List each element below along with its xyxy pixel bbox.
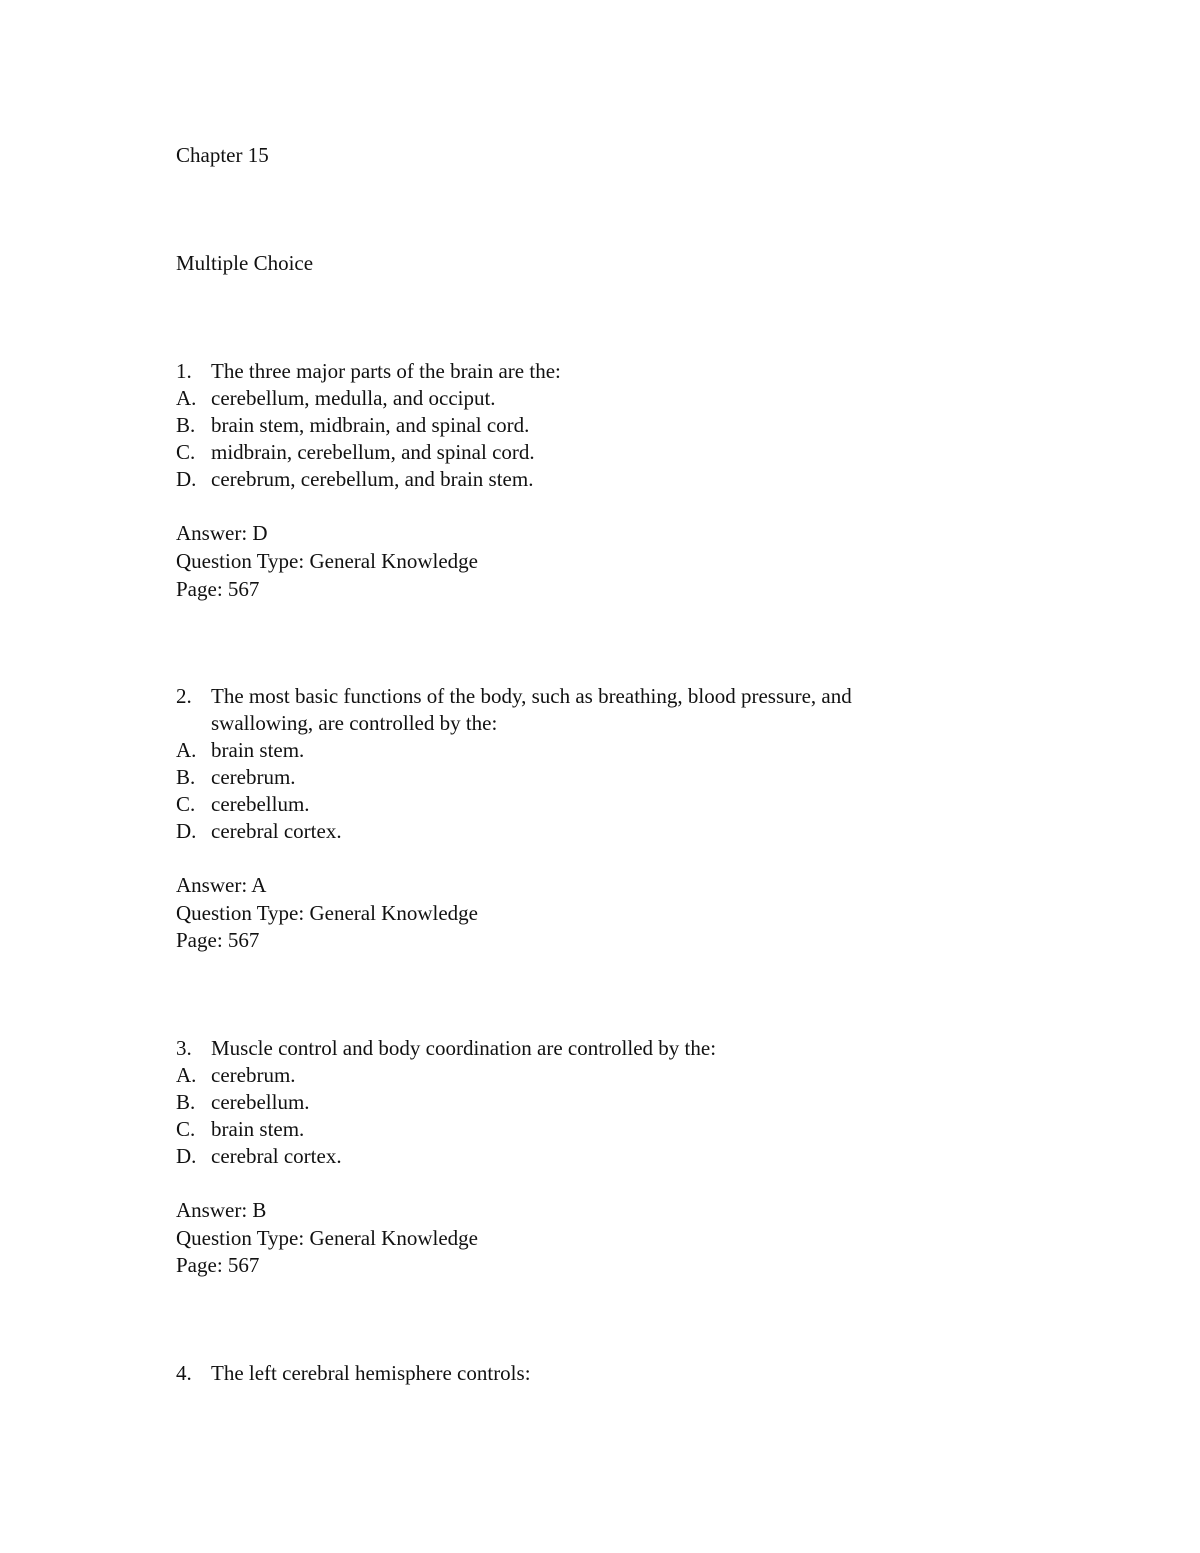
section-title: Multiple Choice [176,251,314,275]
option-text: cerebellum. [211,792,310,816]
option-letter: C. [176,792,196,816]
option-text: cerebellum. [211,1090,310,1114]
option-text: midbrain, cerebellum, and spinal cord. [211,440,535,464]
chapter-title: Chapter 15 [176,143,269,167]
answer: Answer: D [176,521,268,545]
question-number: 1. [176,359,192,383]
question-number: 4. [176,1361,192,1385]
option-text: cerebral cortex. [211,1144,342,1168]
page-reference: Page: 567 [176,1253,260,1277]
option-text: cerebrum. [211,1063,296,1087]
option-text: cerebrum. [211,765,296,789]
question-type: Question Type: General Knowledge [176,901,478,925]
option-text: brain stem, midbrain, and spinal cord. [211,413,530,437]
question-number: 3. [176,1036,192,1060]
option-letter: D. [176,1144,197,1168]
question-stem-continued: swallowing, are controlled by the: [211,711,498,735]
question-number: 2. [176,684,192,708]
option-letter: C. [176,440,196,464]
option-letter: B. [176,765,196,789]
page-reference: Page: 567 [176,577,260,601]
option-text: brain stem. [211,738,305,762]
question-stem: The three major parts of the brain are the: [211,359,561,383]
option-letter: A. [176,738,197,762]
question-stem: Muscle control and body coordination are controlled by the: [211,1036,717,1060]
option-text: brain stem. [211,1117,305,1141]
option-text: cerebellum, medulla, and occiput. [211,386,496,410]
answer: Answer: A [176,873,267,897]
option-letter: A. [176,1063,197,1087]
option-letter: B. [176,413,196,437]
page-reference: Page: 567 [176,928,260,952]
option-text: cerebrum, cerebellum, and brain stem. [211,467,534,491]
option-letter: B. [176,1090,196,1114]
option-text: cerebral cortex. [211,819,342,843]
option-letter: A. [176,386,197,410]
question-type: Question Type: General Knowledge [176,549,478,573]
option-letter: D. [176,467,197,491]
option-letter: D. [176,819,197,843]
answer: Answer: B [176,1198,267,1222]
question-type: Question Type: General Knowledge [176,1226,478,1250]
option-letter: C. [176,1117,196,1141]
question-stem: The left cerebral hemisphere controls: [211,1361,531,1385]
question-stem: The most basic functions of the body, such as breathing, blood pressure, and [211,684,852,708]
